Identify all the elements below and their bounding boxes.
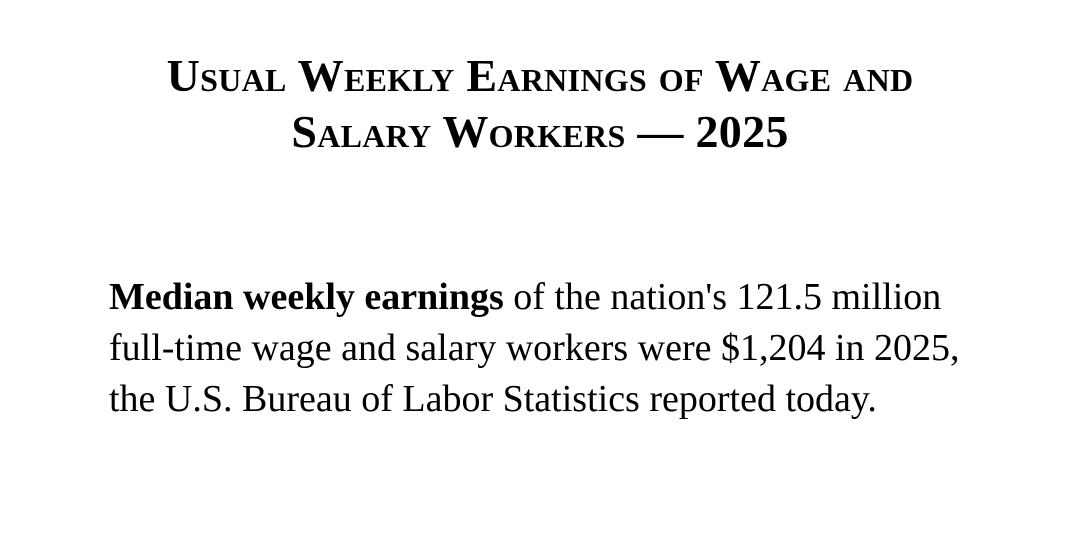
title-line-1: Usual Weekly Earnings of Wage and [166, 50, 914, 101]
page-title [0, 48, 1080, 160]
body-text-rest: of the nation's 121.5 million full-time wage and salary workers were $1,204 in 2025, the U.S. Bureau of Labor Statistics reported today. [109, 276, 960, 420]
title-line-2: Salary Workers — [291, 106, 696, 157]
body-paragraph [109, 272, 989, 425]
title-year: 2025 [695, 106, 789, 157]
body-lead-text: Median weekly earnings [109, 276, 504, 318]
